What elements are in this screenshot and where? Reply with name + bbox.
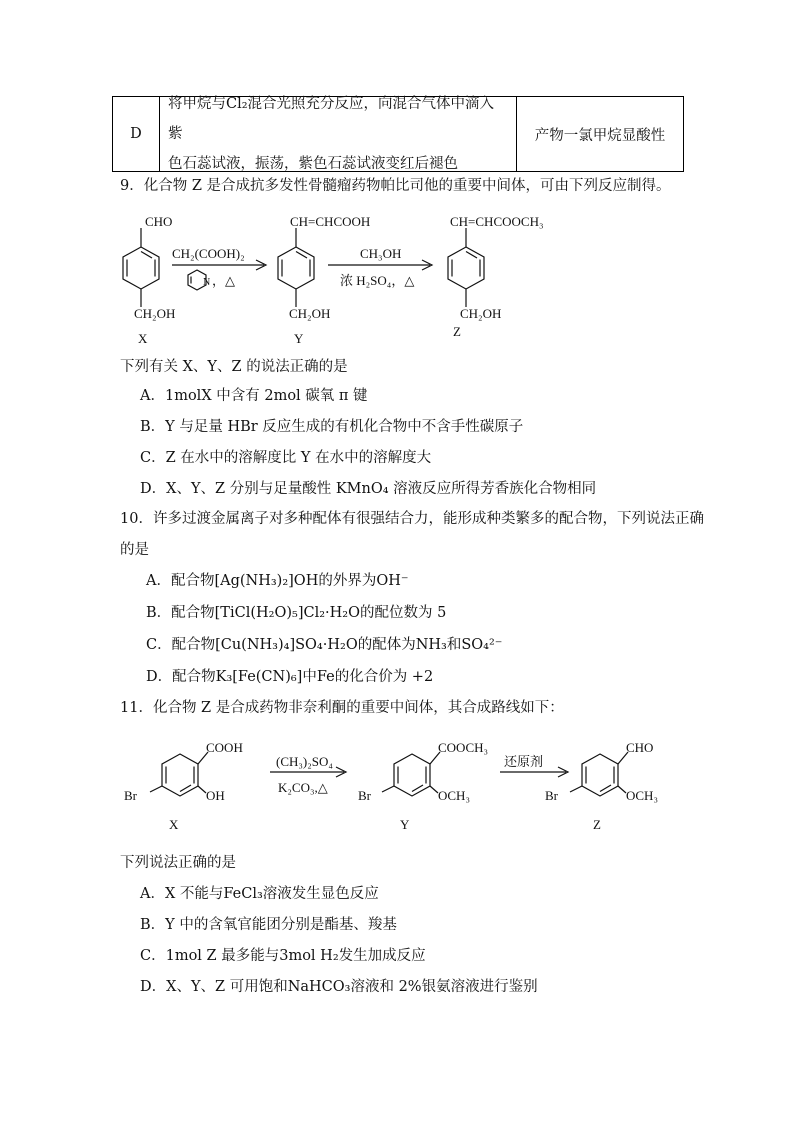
q9-x-cho: CHO: [145, 214, 173, 229]
q9-ask: 下列有关 X、Y、Z 的说法正确的是: [120, 359, 348, 375]
q11-reagent1-top: (CH₃)₂SO₄: [276, 754, 333, 769]
q9-reagent1-n: N: [203, 277, 211, 288]
q9-option-a: A．1molX 中含有 2mol 碳氧 π 键: [140, 388, 368, 404]
q10-stem-line1: 10．许多过渡金属离子对多种配体有很强结合力，能形成种类繁多的配合物，下列说法正确: [120, 511, 704, 527]
q11-y-ester: COOCH₃: [438, 740, 489, 755]
q10-option-b: B．配合物[TiCl(H₂O)₅]Cl₂·H₂O的配位数为 5: [146, 605, 447, 621]
q9-reagent1-cond: ，△: [212, 273, 235, 288]
q9-y-label: Y: [294, 331, 304, 346]
q11-z-cho: CHO: [626, 740, 654, 755]
q11-y-br: Br: [358, 788, 371, 803]
q10-option-c: C．配合物[Cu(NH₃)₄]SO₄·H₂O的配体为NH₃和SO₄²⁻: [146, 637, 503, 653]
q9-option-b: B．Y 与足量 HBr 反应生成的有机化合物中不含手性碳原子: [140, 419, 524, 435]
q11-x-benzene-ring: [162, 754, 198, 796]
q9-z-top: CH=CHCOOCH₃: [450, 214, 544, 229]
q10-option-a: A．配合物[Ag(NH₃)₂]OH的外界为OH⁻: [146, 573, 409, 589]
q11-z-benzene-ring: [582, 754, 618, 796]
q9-reagent2-bottom: 浓 H₂SO₄，△: [340, 273, 415, 288]
q9-option-c: C．Z 在水中的溶解度比 Y 在水中的溶解度大: [140, 450, 432, 466]
q9-reagent2-top: CH₃OH: [360, 246, 402, 261]
q9-option-d: D．X、Y、Z 分别与足量酸性 KMnO₄ 溶液反应所得芳香族化合物相同: [140, 481, 597, 497]
row-label: D: [113, 97, 160, 171]
q11-x-br: Br: [124, 788, 137, 803]
q11-ask: 下列说法正确的是: [120, 855, 236, 871]
q11-reagent1-bottom: K₂CO₃,△: [278, 780, 328, 795]
q9-z-label: Z: [453, 324, 461, 339]
q9-x-ch2oh: CH₂OH: [134, 306, 176, 321]
q9-y-top: CH=CHCOOH: [290, 214, 371, 229]
q11-x-oh: OH: [206, 788, 225, 803]
row-operation-line2: 色石蕊试液，振荡，紫色石蕊试液变红后褪色: [168, 156, 458, 172]
q11-reagent2-top: 还原剂: [504, 754, 544, 769]
q9-reagent1-top: CH₂(COOH)₂: [172, 246, 245, 261]
q9-x-label: X: [138, 331, 148, 346]
q10-option-d: D．配合物K₃[Fe(CN)₆]中Fe的化合价为 +2: [146, 669, 434, 685]
q11-option-a: A．X 不能与FeCl₃溶液发生显色反应: [140, 886, 379, 902]
q10-stem-line2: 的是: [120, 542, 149, 558]
q11-option-d: D．X、Y、Z 可用饱和NaHCO₃溶液和 2%银氨溶液进行鉴别: [140, 979, 538, 995]
q11-stem: 11．化合物 Z 是合成药物非奈利酮的重要中间体，其合成路线如下：: [120, 700, 564, 716]
q11-z-label: Z: [593, 817, 601, 832]
row-conclusion: 产物一氯甲烷显酸性: [534, 127, 666, 144]
q11-y-label: Y: [400, 817, 410, 832]
row-operation-line1: 将甲烷与Cl₂混合光照充分反应，向混合气体中滴入紫: [168, 96, 495, 142]
q11-option-c: C．1mol Z 最多能与3mol H₂发生加成反应: [140, 948, 426, 964]
q9-z-ch2oh: CH₂OH: [460, 306, 502, 321]
q11-option-b: B．Y 中的含氧官能团分别是酯基、羧基: [140, 917, 397, 933]
q11-z-och3: OCH₃: [626, 788, 658, 803]
q11-x-label: X: [169, 817, 179, 832]
q9-stem: 9．化合物 Z 是合成抗多发性骨髓瘤药物帕比司他的重要中间体，可由下列反应制得。: [120, 178, 671, 194]
q11-y-och3: OCH₃: [438, 788, 470, 803]
q9-y-ch2oh: CH₂OH: [289, 306, 331, 321]
q11-x-cooh: COOH: [206, 740, 243, 755]
q11-z-br: Br: [545, 788, 558, 803]
q11-y-benzene-ring: [394, 754, 430, 796]
